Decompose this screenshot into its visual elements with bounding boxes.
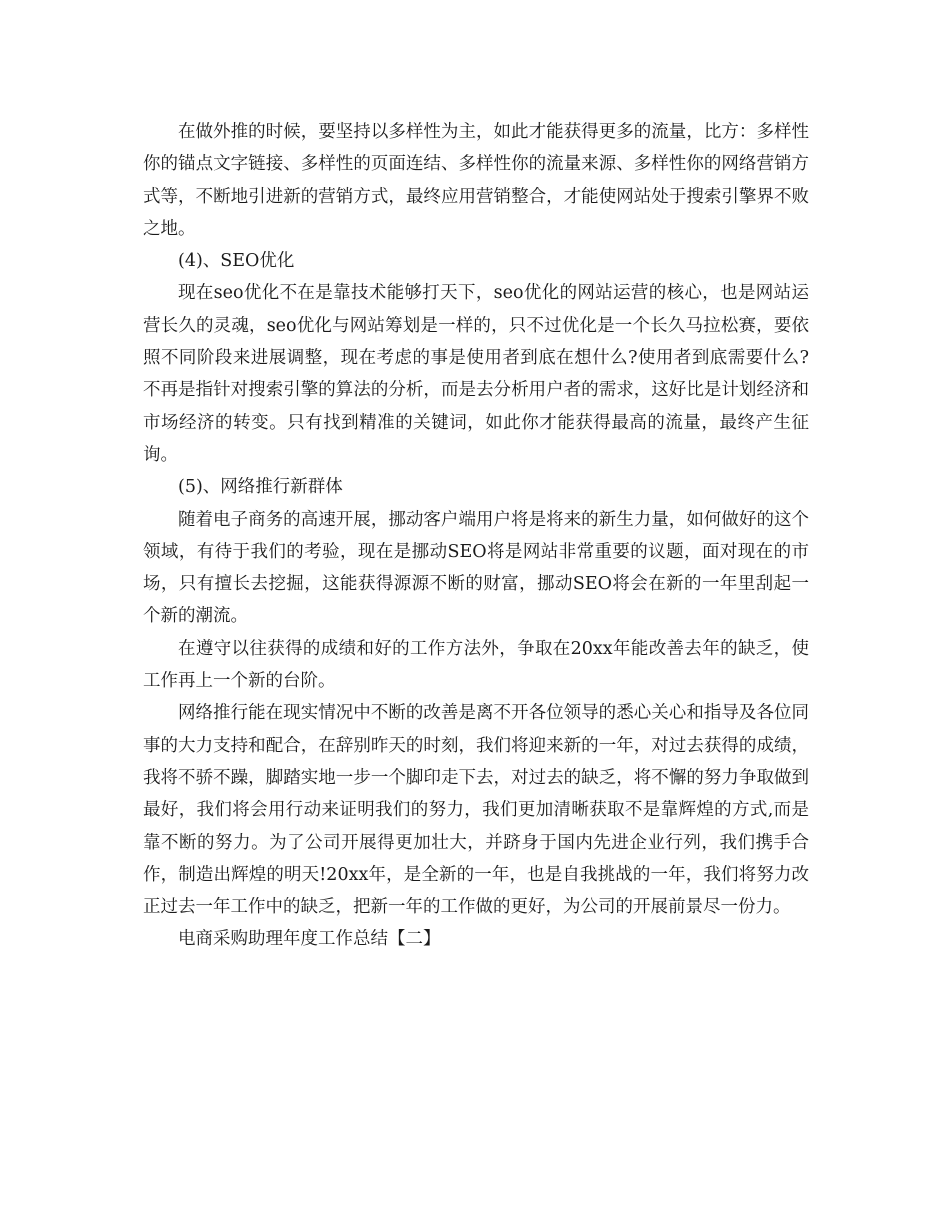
paragraph-outreach: 在做外推的时候，要坚持以多样性为主，如此才能获得更多的流量，比方：多样性你的锚点文字链接、多样性的页面连结、多样性你的流量来源、多样性你的网络营销方式等，不断地引进新的营销方式，最终应用营销整合，才能使网站处于搜索引擎界不败之地。 [143,122,809,239]
heading-seo-optimization: (4)、SEO优化 [178,251,295,272]
heading-section-two: 电商采购助理年度工作总结【二】 [178,929,441,950]
paragraph-mobile: 随着电子商务的高速开展，挪动客户端用户将是将来的新生力量，如何做好的这个领域，有待于我们的考验，现在是挪动SEO将是网站非常重要的议题，面对现在的市场，只有擅长去挖掘，这能获得源源不断的财富，挪动SEO将会在新的一年里刮起一个新的潮流。 [143,509,809,627]
heading-new-groups: (5)、网络推行新群体 [178,477,343,498]
document-body [143,116,809,956]
paragraph-thanks: 网络推行能在现实情况中不断的改善是离不开各位领导的悉心关心和指导及各位同事的大力支持和配合，在辞别昨天的时刻，我们将迎来新的一年，对过去获得的成绩，我将不骄不躁，脚踏实地一步一个脚印走下去，对过去的缺乏，将不懈的努力争取做到最好，我们将会用行动来证明我们的努力，我们更加清晰获取不是靠辉煌的方式,而是靠不断的努力。为了公司开展得更加壮大，并跻身于国内先进企业行列，我们携手合作，制造出辉煌的明天!20xx年，是全新的一年，也是自我挑战的一年，我们将努力改正过去一年工作中的缺乏，把新一年的工作做的更好，为公司的开展前景尽一份力。 [143,703,809,918]
paragraph-goals: 在遵守以往获得的成绩和好的工作方法外，争取在20xx年能改善去年的缺乏，使工作再上一个新的台阶。 [143,638,809,692]
paragraph-seo: 现在seo优化不在是靠技术能够打天下，seo优化的网站运营的核心，也是网站运营长久的灵魂，seo优化与网站筹划是一样的，只不过优化是一个长久马拉松赛，要依照不同阶段来进展调整，现在考虑的事是使用者到底在想什么?使用者到底需要什么?不再是指针对搜索引擎的算法的分析，而是去分析用户者的需求，这好比是计划经济和市场经济的转变。只有找到精准的关键词，如此你才能获得最高的流量，最终产生征询。 [143,283,809,465]
